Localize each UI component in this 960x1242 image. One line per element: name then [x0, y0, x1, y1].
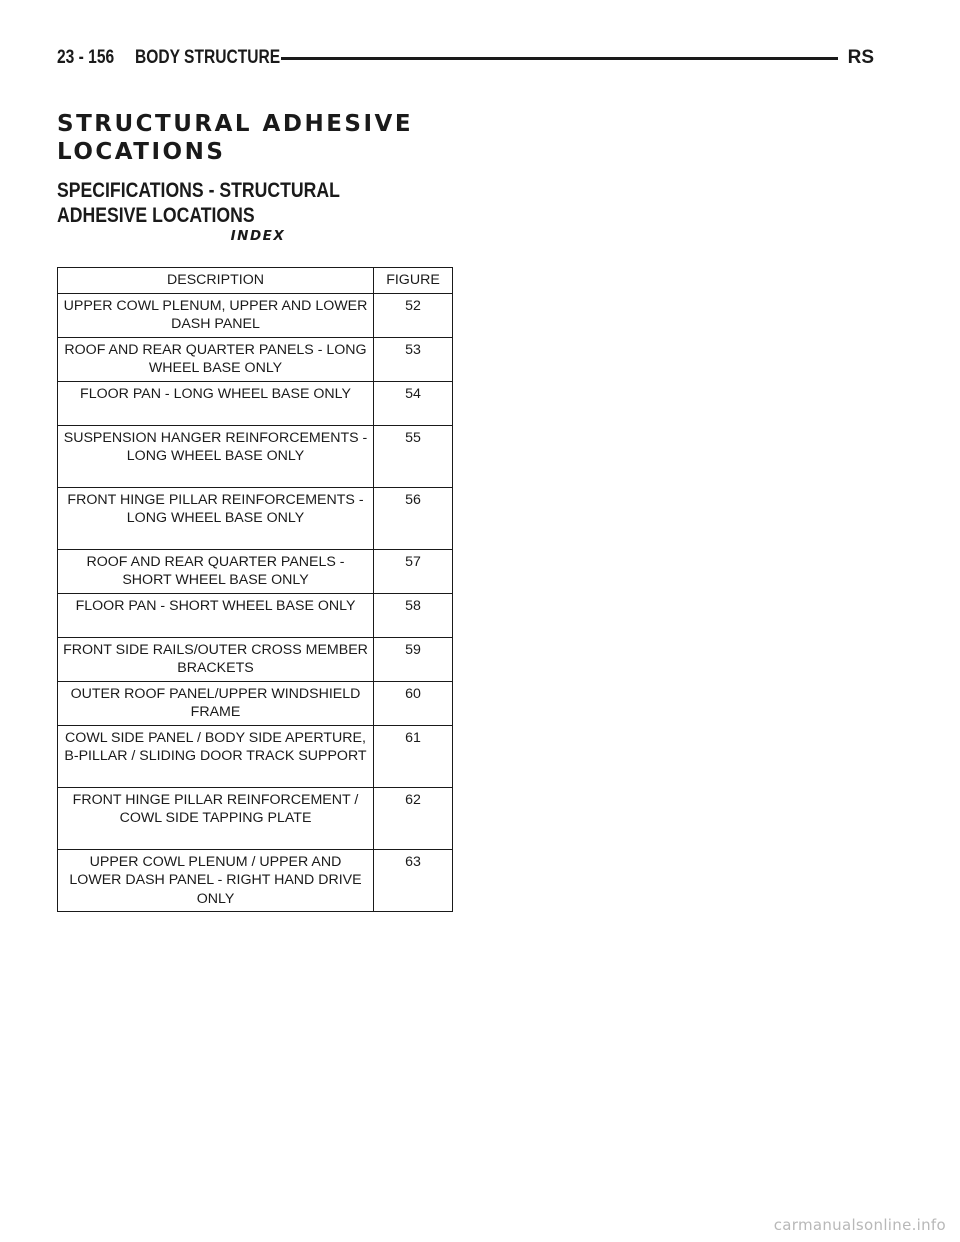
page-number: 23 - 156 — [57, 47, 115, 68]
page-header — [57, 44, 874, 72]
table-row — [58, 487, 453, 549]
table-header-row — [58, 268, 453, 294]
row-figure: 62 — [374, 787, 453, 849]
table-row — [58, 549, 453, 593]
table-row — [58, 725, 453, 787]
table-row — [58, 425, 453, 487]
row-description: FLOOR PAN - LONG WHEEL BASE ONLY — [58, 381, 374, 425]
table-row — [58, 381, 453, 425]
model-code: RS — [847, 47, 874, 68]
row-figure: 52 — [374, 293, 453, 337]
row-description: FRONT HINGE PILLAR REINFORCEMENT / COWL SIDE TAPPING PLATE — [58, 787, 374, 849]
table-row — [58, 593, 453, 637]
section-title: STRUCTURAL ADHESIVE LOCATIONS — [57, 111, 414, 165]
index-table — [57, 267, 453, 912]
index-label: INDEX — [230, 228, 286, 244]
section-name: BODY STRUCTURE — [135, 47, 281, 68]
column-header-figure: FIGURE — [374, 268, 453, 294]
table-row — [58, 681, 453, 725]
row-figure: 60 — [374, 681, 453, 725]
row-description: FRONT HINGE PILLAR REINFORCEMENTS - LONG WHEEL BASE ONLY — [58, 487, 374, 549]
watermark: carmanualsonline.info — [773, 1216, 946, 1234]
table-row — [58, 337, 453, 381]
row-figure: 58 — [374, 593, 453, 637]
row-description: FLOOR PAN - SHORT WHEEL BASE ONLY — [58, 593, 374, 637]
row-figure: 55 — [374, 425, 453, 487]
row-figure: 56 — [374, 487, 453, 549]
table-row — [58, 849, 453, 912]
row-description: FRONT SIDE RAILS/OUTER CROSS MEMBER BRACKETS — [58, 637, 374, 681]
row-figure: 59 — [374, 637, 453, 681]
row-figure: 61 — [374, 725, 453, 787]
row-figure: 63 — [374, 849, 453, 912]
row-description: ROOF AND REAR QUARTER PANELS - SHORT WHEEL BASE ONLY — [58, 549, 374, 593]
row-description: COWL SIDE PANEL / BODY SIDE APERTURE, B-PILLAR / SLIDING DOOR TRACK SUPPORT — [58, 725, 374, 787]
row-description: OUTER ROOF PANEL/UPPER WINDSHIELD FRAME — [58, 681, 374, 725]
table-row — [58, 787, 453, 849]
row-description: UPPER COWL PLENUM, UPPER AND LOWER DASH PANEL — [58, 293, 374, 337]
row-figure: 54 — [374, 381, 453, 425]
row-figure: 57 — [374, 549, 453, 593]
header-rule — [281, 57, 838, 60]
row-description: SUSPENSION HANGER REINFORCEMENTS - LONG WHEEL BASE ONLY — [58, 425, 374, 487]
table-row — [58, 293, 453, 337]
sub-title: SPECIFICATIONS - STRUCTURAL ADHESIVE LOCATIONS — [57, 179, 340, 227]
row-figure: 53 — [374, 337, 453, 381]
table-row — [58, 637, 453, 681]
row-description: ROOF AND REAR QUARTER PANELS - LONG WHEEL BASE ONLY — [58, 337, 374, 381]
row-description: UPPER COWL PLENUM / UPPER AND LOWER DASH PANEL - RIGHT HAND DRIVE ONLY — [58, 849, 374, 912]
column-header-description: DESCRIPTION — [58, 268, 374, 294]
